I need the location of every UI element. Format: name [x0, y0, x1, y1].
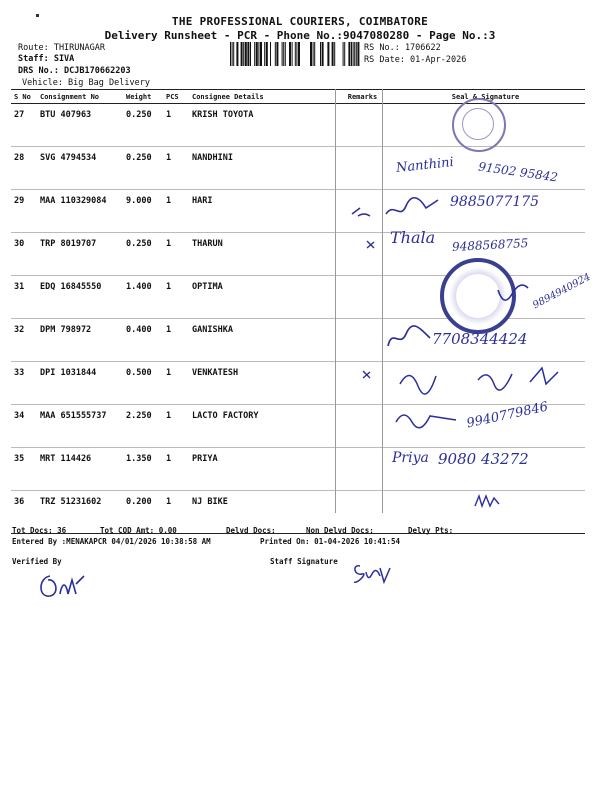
cell-sno: 30 [11, 233, 37, 276]
cell-consignment: TRZ 51231602 [37, 491, 123, 534]
cell-weight: 2.250 [123, 405, 163, 448]
barcode-bar [298, 42, 300, 66]
col-consignment: Consignment No [37, 90, 123, 104]
cell-weight: 0.500 [123, 362, 163, 405]
barcode-bar [236, 42, 238, 66]
cell-sno: 36 [11, 491, 37, 534]
barcode-bar [258, 42, 259, 66]
cell-pcs: 1 [163, 319, 189, 362]
divider-remarks-right [382, 89, 383, 513]
cell-weight: 0.250 [123, 233, 163, 276]
col-consignee: Consignee Details [189, 90, 339, 104]
cell-remarks [339, 104, 386, 147]
cell-sno: 31 [11, 276, 37, 319]
cell-sno: 29 [11, 190, 37, 233]
staff-signature-image [350, 558, 392, 588]
cell-pcs: 1 [163, 147, 189, 190]
cell-pcs: 1 [163, 276, 189, 319]
verified-by-label: Verified By [12, 557, 62, 566]
cell-consignee: OPTIMA [189, 276, 339, 319]
cell-remarks [339, 405, 386, 448]
col-weight: Weight [123, 90, 163, 104]
total-docs: Tot Docs: 36 [12, 526, 67, 535]
barcode-bar [295, 42, 296, 66]
barcode-bar [292, 42, 293, 66]
cell-weight: 1.350 [123, 448, 163, 491]
cell-consignee: GANISHKA [189, 319, 339, 362]
cell-pcs: 1 [163, 233, 189, 276]
barcode-bar [260, 42, 262, 66]
entered-by: Entered By :MENAKAPCR 04/01/2026 10:38:58 AM [12, 537, 211, 546]
cell-consignee: HARI [189, 190, 339, 233]
cell-consignment: DPI 1031844 [37, 362, 123, 405]
row28-handwritten-name: Nanthini [395, 155, 455, 176]
rs-number: RS No.: 1706622 [364, 43, 441, 53]
barcode-bar [356, 42, 357, 66]
delivery-stamp-inner [462, 108, 494, 140]
barcode-bar [353, 42, 354, 66]
barcode-bar [232, 42, 233, 66]
barcode-bar [276, 42, 278, 66]
total-cod-amount: Tot COD Amt: 0.00 [100, 526, 177, 535]
barcode-bar [233, 42, 234, 66]
barcode-bar [348, 42, 350, 66]
cell-consignee: LACTO FACTORY [189, 405, 339, 448]
barcode-bar [344, 42, 345, 66]
cell-remarks [339, 319, 386, 362]
staff-signature-label: Staff Signature [270, 557, 338, 566]
cell-weight: 0.250 [123, 147, 163, 190]
cell-remarks [339, 233, 386, 276]
cell-weight: 0.250 [126, 110, 152, 120]
row35-handwritten-name: Priya [392, 450, 429, 466]
cell-consignee: KRISH TOYOTA [192, 110, 254, 120]
cell-consignment: EDQ 16845550 [37, 276, 123, 319]
barcode-bar [270, 42, 271, 66]
barcode-image [230, 42, 360, 66]
barcode-bar [250, 42, 251, 66]
barcode-bar [266, 42, 268, 66]
cell-pcs: 1 [163, 190, 189, 233]
row34-handwritten-phone: 9940779846 [465, 399, 550, 432]
table-header-row [11, 90, 585, 104]
cell-pcs: 1 [163, 448, 189, 491]
vehicle-label: Vehicle: Big Bag Delivery [22, 78, 150, 88]
col-remarks: Remarks [339, 90, 386, 104]
row29-handwritten-phone: 9885077175 [450, 194, 540, 210]
col-pcs: PCS [163, 90, 189, 104]
non-delivered-docs: Non Delvd Docs: [306, 526, 374, 535]
barcode-bar [351, 42, 352, 66]
route-label: Route: THIRUNAGAR [18, 43, 105, 53]
barcode-bar [313, 42, 314, 66]
barcode-bar [264, 42, 265, 66]
barcode-bar [332, 42, 334, 66]
company-title: THE PROFESSIONAL COURIERS, COIMBATORE [171, 15, 429, 28]
runsheet-subtitle: Delivery Runsheet - PCR - Phone No.:9047080280 - Page No.:3 [104, 29, 496, 42]
delivery-points: Delvy Pts: [408, 526, 454, 535]
barcode-bar [320, 42, 321, 66]
cell-weight: 1.400 [123, 276, 163, 319]
cell-pcs: 1 [163, 491, 189, 534]
row29-signature-scribble [382, 194, 442, 220]
row30-handwritten-phone: 9488568755 [451, 236, 529, 254]
cell-sno: 34 [11, 405, 37, 448]
cell-consignee: VENKATESH [189, 362, 339, 405]
divider-remarks-left [335, 89, 336, 513]
cell-consignment: MAA 110329084 [37, 190, 123, 233]
row35-handwritten-phone: 9080 43272 [438, 450, 529, 468]
cell-consignment: BTU 407963 [40, 110, 92, 120]
barcode-bar [247, 42, 249, 66]
barcode-bar [322, 42, 324, 66]
barcode-bar [241, 42, 243, 66]
cell-weight: 0.200 [123, 491, 163, 534]
cell-consignee: THARUN [189, 233, 339, 276]
cell-consignment: DPM 798972 [37, 319, 123, 362]
barcode-bar [289, 42, 291, 66]
barcode-bar [243, 42, 244, 66]
cell-sno: 28 [11, 147, 37, 190]
row36-signature-scribble [472, 492, 502, 510]
barcode-bar [310, 42, 312, 66]
cell-consignment: MAA 651555737 [37, 405, 123, 448]
row33-remark-mark [360, 368, 374, 382]
col-sno: S No [11, 90, 37, 104]
cell-weight: 9.000 [123, 190, 163, 233]
cell-consignment: MRT 114426 [37, 448, 123, 491]
cell-consignee: NANDHINI [189, 147, 339, 190]
barcode-bar [354, 42, 355, 66]
barcode-bar [296, 42, 297, 66]
verified-by-signature [34, 568, 86, 604]
barcode-bar [245, 42, 247, 66]
cell-remarks [339, 147, 386, 190]
cell-pcs: 1 [163, 362, 189, 405]
barcode-bar [327, 42, 329, 66]
row30-handwritten-name: Thala [390, 228, 436, 247]
row28-handwritten-phone: 91502 95842 [477, 159, 559, 185]
cell-sno: 32 [11, 319, 37, 362]
row33-signature-scribble [396, 362, 566, 398]
cell-consignee: PRIYA [189, 448, 339, 491]
cell-remarks [339, 276, 386, 319]
row32-handwritten-phone: 7708344424 [432, 330, 528, 348]
cell-pcs: 1 [163, 405, 189, 448]
row31-handwritten-phone: 9894940924 [531, 271, 593, 312]
barcode-bar [357, 42, 359, 66]
staff-label: Staff: SIVA [18, 54, 75, 64]
row31-signature-scribble [494, 280, 534, 310]
printed-on: Printed On: 01-04-2026 10:41:54 [260, 537, 400, 546]
barcode-bar [230, 42, 231, 66]
row32-signature-scribble [384, 322, 434, 352]
barcode-bar [254, 42, 255, 66]
barcode-bar [285, 42, 286, 66]
cell-weight: 0.400 [123, 319, 163, 362]
cell-remarks [339, 448, 386, 491]
row29-remark-mark [350, 204, 374, 220]
cell-consignee: NJ BIKE [189, 491, 339, 534]
cell-consignment: SVG 4794534 [37, 147, 123, 190]
barcode-bar [275, 42, 276, 66]
cell-sno: 27 [14, 110, 25, 120]
col-seal-signature: Seal & Signature [386, 90, 585, 104]
barcode-bar [282, 42, 283, 66]
row34-signature-scribble [392, 404, 462, 430]
barcode-bar [314, 42, 315, 66]
barcode-bar [343, 42, 344, 66]
row30-remark-mark [364, 238, 378, 252]
barcode-bar [283, 42, 284, 66]
cell-sno: 35 [11, 448, 37, 491]
delivered-docs: Delvd Docs: [226, 526, 276, 535]
rs-date: RS Date: 01-Apr-2026 [364, 55, 467, 65]
cell-pcs: 1 [166, 110, 172, 120]
barcode-bar [256, 42, 258, 66]
barcode-bar [334, 42, 335, 66]
cell-sno: 33 [11, 362, 37, 405]
cell-consignment: TRP 8019707 [37, 233, 123, 276]
drs-number: DRS No.: DCJB170662203 [18, 66, 131, 76]
